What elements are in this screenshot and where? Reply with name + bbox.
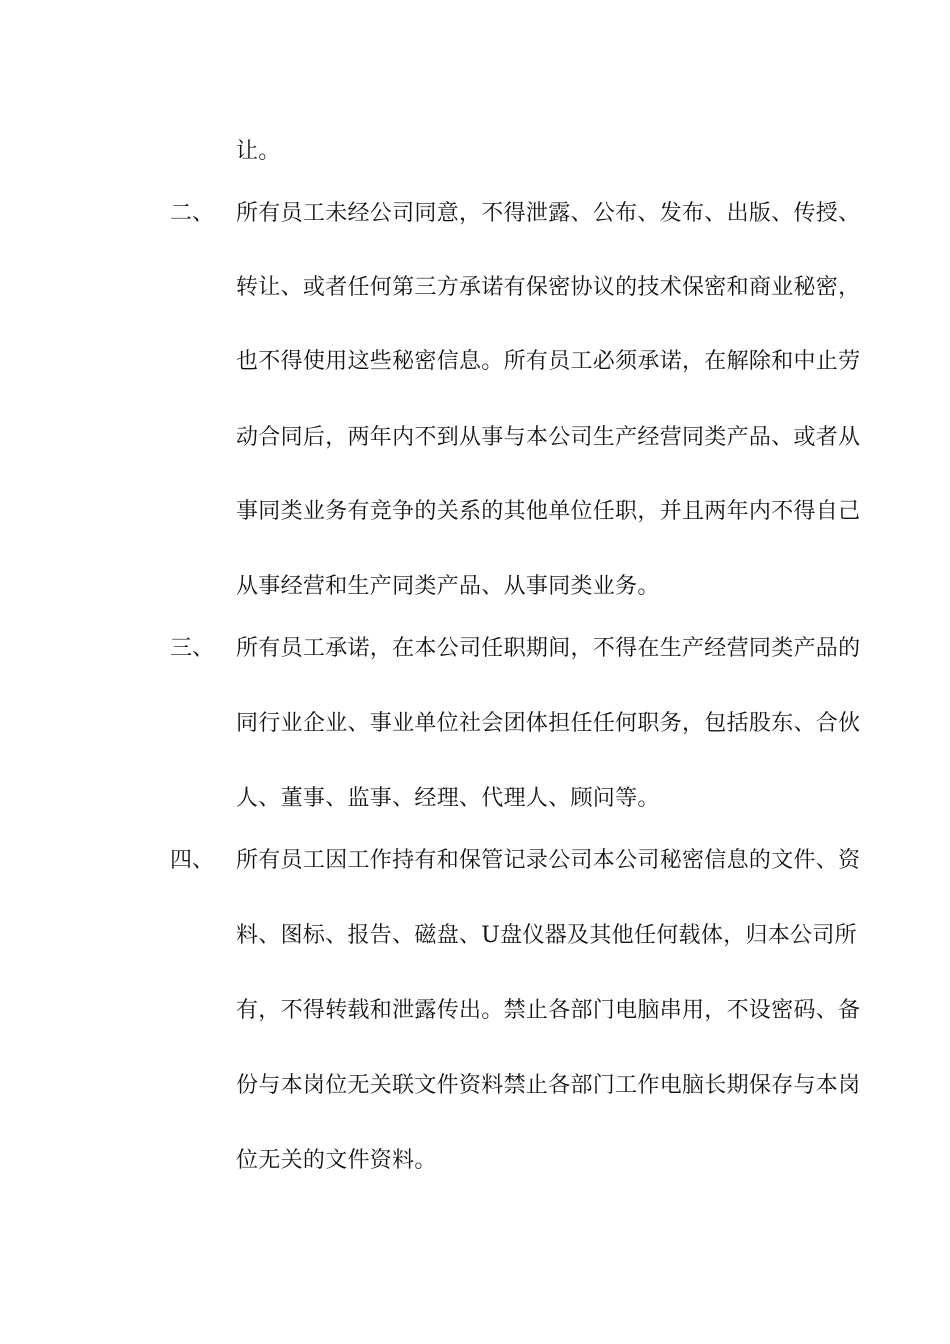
item-4-line-5: 位无关的文件资料。	[236, 1148, 437, 1173]
item-3-line-1: 所有员工承诺，在本公司任职期间，不得在生产经营同类产品的	[236, 636, 861, 661]
item-4-number: 四、	[170, 848, 215, 873]
item-3-line-3: 人、董事、监事、经理、代理人、顾问等。	[236, 786, 660, 811]
item-2-line-4: 动合同后，两年内不到从事与本公司生产经营同类产品、或者从	[236, 425, 861, 450]
item-2-line-5: 事同类业务有竞争的关系的其他单位任职，并且两年内不得自己	[236, 499, 861, 524]
item-2-line-6: 从事经营和生产同类产品、从事同类业务。	[236, 574, 660, 599]
item-3-line-2: 同行业企业、事业单位社会团体担任任何职务，包括股东、合伙	[236, 711, 861, 736]
item-4-line-4: 份与本岗位无关联文件资料禁止各部门工作电脑长期保存与本岗	[236, 1073, 861, 1098]
item-4-line-1: 所有员工因工作持有和保管记录公司本公司秘密信息的文件、资	[236, 848, 861, 873]
item-4-line-2: 料、图标、报告、磁盘、U盘仪器及其他任何载体，归本公司所	[236, 923, 857, 948]
continuation-line-1: 让。	[236, 139, 281, 164]
item-2-number: 二、	[170, 201, 215, 226]
item-2-line-1: 所有员工未经公司同意，不得泄露、公布、发布、出版、传授、	[236, 201, 861, 226]
item-2-line-2: 转让、或者任何第三方承诺有保密协议的技术保密和商业秘密，	[236, 275, 861, 300]
item-2-line-3: 也不得使用这些秘密信息。所有员工必须承诺，在解除和中止劳	[236, 349, 861, 374]
item-3-number: 三、	[170, 636, 215, 661]
item-4-line-3: 有，不得转载和泄露传出。禁止各部门电脑串用，不设密码、备	[236, 998, 861, 1023]
